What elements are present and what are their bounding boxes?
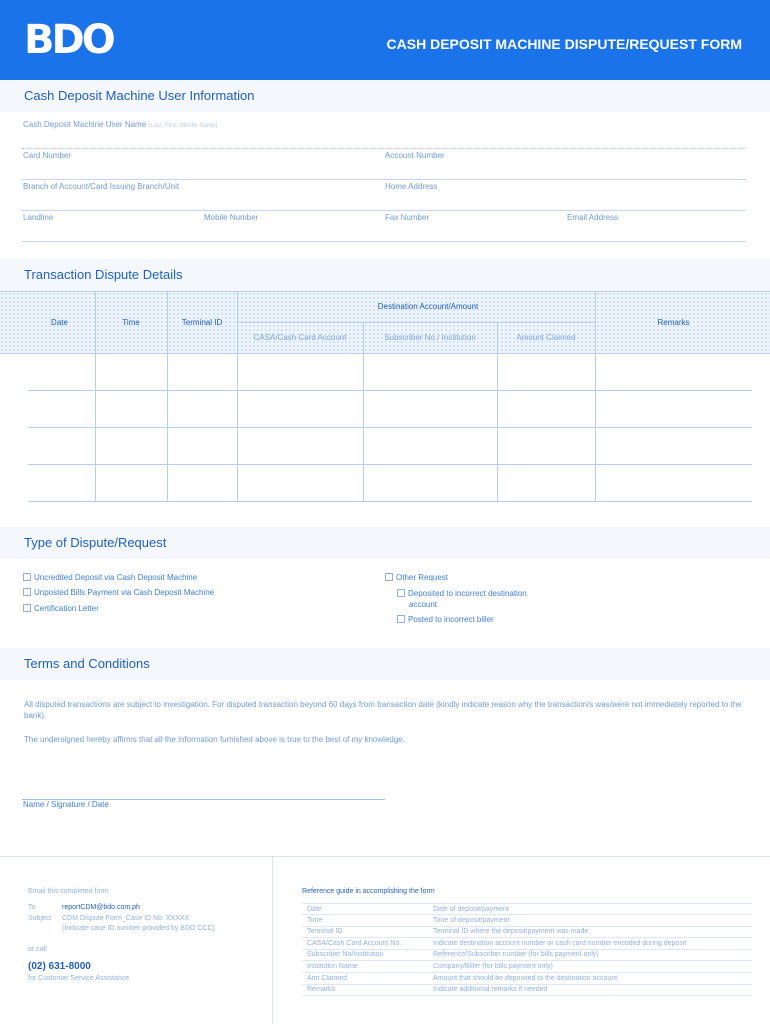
footer-divider [272, 856, 273, 1024]
section-title: Cash Deposit Machine User Information [24, 88, 255, 103]
subject-note: (Indicate case ID number provided by BDO CCC) [62, 925, 215, 932]
divider [22, 241, 746, 242]
header-bar [0, 0, 770, 80]
option-certification-letter[interactable]: Certification Letter [23, 604, 99, 613]
fax-field[interactable]: Fax Number [385, 213, 430, 222]
account-number-field[interactable]: Account Number [385, 151, 445, 160]
reference-heading: Reference guide in accomplishing the form [302, 888, 435, 895]
divider [22, 179, 746, 180]
subject-value: CDM Dispute Form_Case ID No. XXXXX [62, 915, 190, 922]
option-other-request[interactable]: Other Request [385, 573, 448, 582]
home-address-field[interactable]: Home Address [385, 182, 438, 191]
terms-paragraph: All disputed transactions are subject to investigation. For disputed transaction beyond 60 days from transaction date (kindly indicate reason why the transaction/s was/were not immediately reported to the bank). [24, 700, 742, 720]
checkbox[interactable] [397, 615, 405, 623]
column-amount: Amount Claimed [516, 333, 576, 342]
column-date: Date [51, 318, 68, 327]
checkbox[interactable] [23, 604, 31, 612]
column-time: Time [122, 318, 140, 327]
signature-label: Name / Signature / Date [23, 800, 109, 809]
email-link[interactable]: reportCDM@bdo.com.ph [62, 904, 140, 911]
mobile-field[interactable]: Mobile Number [204, 213, 259, 222]
or-call-label: or call [28, 946, 47, 953]
landline-field[interactable]: Landline [23, 213, 54, 222]
reference-row: Date Date of deposit/payment [302, 903, 752, 915]
column-subscriber: Subscriber No./ Institution [384, 333, 476, 342]
email-field[interactable]: Email Address [567, 213, 619, 222]
phone-number[interactable]: (02) 631-8000 [28, 961, 91, 972]
section-dispute [0, 527, 770, 559]
column-remarks: Remarks [657, 318, 690, 327]
section-title: Transaction Dispute Details [24, 267, 183, 282]
section-transaction [0, 259, 770, 291]
reference-row: CASA/Cash Card Account No. Indicate destination account number or cash card number encoded during deposit [302, 938, 752, 950]
option-incorrect-destination-cont: account [409, 600, 438, 609]
subject-label: Subject [28, 915, 52, 922]
phone-note: for Customer Service Assistance [28, 975, 130, 982]
checkbox[interactable] [397, 589, 405, 597]
reference-row: Time Time of deposit/payment [302, 915, 752, 927]
checkbox[interactable] [23, 573, 31, 581]
option-unposted-bills[interactable]: Unposted Bills Payment via Cash Deposit Machine [23, 588, 214, 597]
card-number-field[interactable]: Card Number [23, 151, 72, 160]
branch-field[interactable]: Branch of Account/Card Issuing Branch/Unit [23, 182, 180, 191]
user-name-label: Cash Deposit Machine User Name [23, 120, 147, 129]
divider [22, 210, 746, 211]
column-casa: CASA/Cash Card Account [253, 333, 347, 342]
email-heading: Email this completed form [28, 888, 109, 895]
section-terms [0, 648, 770, 680]
affirmation-paragraph: The undersigned hereby affirms that all the information furnished above is true to the best of my knowledge. [24, 735, 405, 744]
section-user-info [0, 80, 770, 112]
user-name-hint: (Last, First, Middle Name) [148, 123, 218, 129]
option-incorrect-biller[interactable]: Posted to incorrect biller [397, 615, 494, 624]
reference-row: Terminal ID Terminal ID where the deposit/payment was made [302, 926, 752, 938]
section-title: Terms and Conditions [24, 656, 150, 671]
column-terminal-id: Terminal ID [181, 318, 223, 327]
divider [22, 148, 746, 149]
reference-row: Subscriber No/Institution Reference/Subscriber number (for bills payment only) [302, 949, 752, 961]
reference-row: Amt Claimed Amount that should be deposited to the destination account [302, 973, 752, 985]
reference-row: Institution Name Company/Biller (for bills payment only) [302, 961, 752, 973]
option-uncredited-deposit[interactable]: Uncredited Deposit via Cash Deposit Machine [23, 573, 197, 582]
column-destination: Destination Account/Amount [377, 302, 479, 311]
form-title: CASH DEPOSIT MACHINE DISPUTE/REQUEST FORM [386, 36, 742, 52]
checkbox[interactable] [23, 588, 31, 596]
user-name-field[interactable] [23, 120, 217, 129]
option-incorrect-destination[interactable]: Deposited to incorrect destination [397, 589, 527, 598]
bdo-logo: BDO [24, 17, 113, 63]
checkbox[interactable] [385, 573, 393, 581]
section-title: Type of Dispute/Request [24, 535, 167, 550]
to-label: To [28, 904, 36, 911]
reference-row: Remarks Indicate additional remarks if needed [302, 984, 752, 996]
